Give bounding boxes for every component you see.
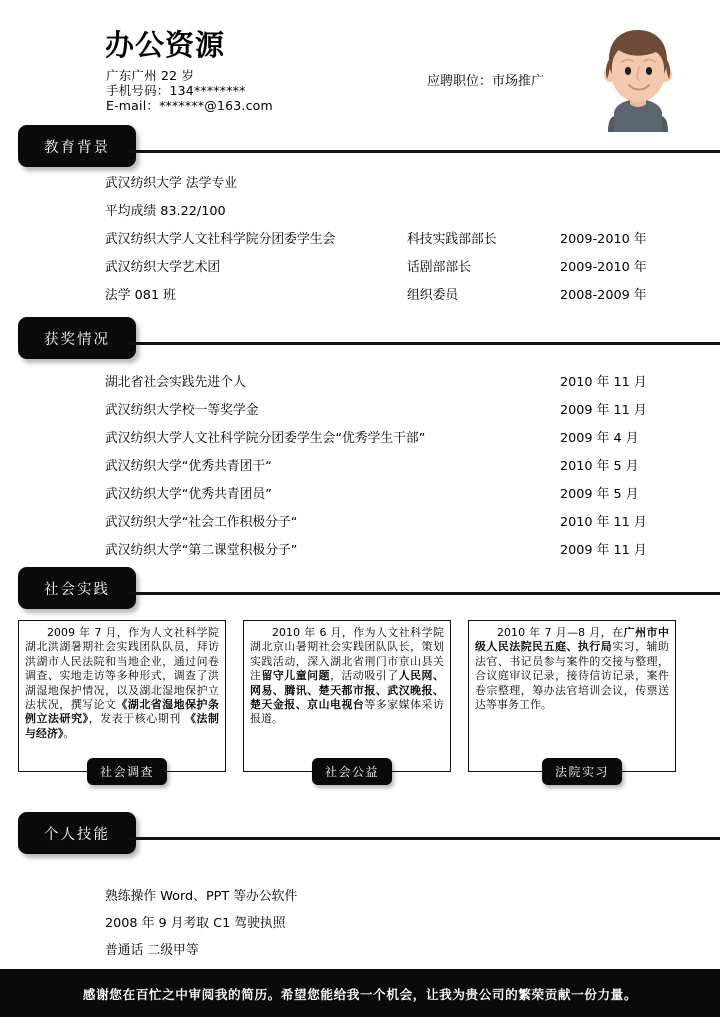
practice-boxes — [0, 620, 720, 795]
section-tab-education[interactable] — [18, 125, 136, 167]
avatar-illustration — [578, 22, 698, 132]
award-title: 武汉纺织大学“第二课堂积极分子” — [105, 543, 298, 558]
table-row — [0, 371, 720, 399]
practice-label-text: 法院实习 — [555, 765, 610, 779]
skill-text: 普通话 二级甲等 — [105, 943, 199, 958]
list-item — [0, 885, 720, 912]
education-rows — [0, 172, 720, 312]
award-date: 2009 年 4 月 — [560, 431, 639, 446]
award-title: 武汉纺织大学人文社科学院分团委学生会“优秀学生干部” — [105, 431, 426, 446]
award-title: 武汉纺织大学“优秀共青团员” — [105, 487, 272, 502]
resume-header — [0, 0, 720, 130]
section-header-education — [0, 125, 720, 171]
education-period: 2008-2009 年 — [560, 288, 647, 303]
practice-box — [468, 620, 676, 772]
section-tab-label: 社会实践 — [44, 581, 110, 598]
section-tab-skills[interactable] — [18, 812, 136, 854]
list-item — [0, 912, 720, 939]
education-institution: 法学 081 班 — [105, 288, 176, 303]
footer-banner — [0, 969, 720, 1017]
education-institution: 武汉纺织大学 法学专业 — [105, 176, 238, 191]
applied-position: 应聘职位：市场推广 — [427, 74, 545, 89]
section-tab-awards[interactable] — [18, 317, 136, 359]
education-role: 话剧部部长 — [407, 260, 471, 275]
practice-description: 2010 年 6 月，作为人文社科学院湖北京山暑期社会实践团队队长，策划实践活动，深入湖北省荆门市京山县关注留守儿童问题，活动吸引了人民网、网易、腾讯、楚天都市报、武汉晚报、楚天金报、京山电视台等多家媒体采访报道。 — [250, 626, 444, 726]
practice-label-text: 社会公益 — [325, 765, 380, 779]
table-row — [0, 228, 720, 256]
section-tab-label: 获奖情况 — [44, 331, 110, 348]
section-tab-label: 教育背景 — [44, 139, 110, 156]
footer-text: 感谢您在百忙之中审阅我的简历。希望您能给我一个机会，让我为贵公司的繁荣贡献一份力量。 — [82, 986, 638, 1002]
education-period: 2009-2010 年 — [560, 232, 647, 247]
practice-description: 2009 年 7 月，作为人文社科学院湖北洪湖暑期社会实践团队队员，拜访洪湖市人民法院和当地企业，通过问卷调查、实地走访等多种形式，调查了洪湖湿地保护情况，以及湖北湿地保护立法状况，撰写论文《湖北省湿地保护条例立法研究》，发表于核心期刊 《法制与经济》。 — [25, 626, 219, 740]
education-institution: 武汉纺织大学人文社科学院分团委学生会 — [105, 232, 336, 247]
award-title: 武汉纺织大学校一等奖学金 — [105, 403, 259, 418]
practice-box — [243, 620, 451, 772]
practice-label-text: 社会调查 — [100, 765, 155, 779]
section-rule — [128, 837, 720, 840]
table-row — [0, 256, 720, 284]
award-date: 2010 年 11 月 — [560, 375, 647, 390]
section-rule — [128, 342, 720, 345]
location-age: 广东广州 22 岁 — [106, 68, 195, 83]
table-row — [0, 172, 720, 200]
section-rule — [128, 150, 720, 153]
table-row — [0, 539, 720, 567]
skill-text: 熟练操作 Word、PPT 等办公软件 — [105, 889, 298, 904]
section-header-awards — [0, 317, 720, 363]
email-address: E-mail：*******@163.com — [106, 98, 273, 113]
table-row — [0, 200, 720, 228]
award-date: 2010 年 11 月 — [560, 515, 647, 530]
practice-label-social-survey[interactable] — [87, 758, 167, 785]
section-tab-practice[interactable] — [18, 567, 136, 609]
award-title: 湖北省社会实践先进个人 — [105, 375, 246, 390]
section-rule — [128, 592, 720, 595]
education-role: 组织委员 — [407, 288, 459, 303]
education-period: 2009-2010 年 — [560, 260, 647, 275]
table-row — [0, 284, 720, 312]
awards-rows — [0, 371, 720, 567]
skill-text: 2008 年 9 月考取 C1 驾驶执照 — [105, 916, 286, 931]
skills-rows — [0, 885, 720, 966]
section-header-practice — [0, 567, 720, 613]
practice-box — [18, 620, 226, 772]
award-date: 2009 年 11 月 — [560, 403, 647, 418]
education-institution: 平均成绩 83.22/100 — [105, 204, 226, 219]
table-row — [0, 511, 720, 539]
table-row — [0, 455, 720, 483]
contact-info — [106, 68, 273, 113]
practice-label-public-welfare[interactable] — [312, 758, 392, 785]
award-date: 2010 年 5 月 — [560, 459, 639, 474]
list-item — [0, 939, 720, 966]
table-row — [0, 483, 720, 511]
phone-number: 手机号码：134******** — [106, 83, 246, 98]
award-title: 武汉纺织大学“社会工作积极分子“ — [105, 515, 298, 530]
education-role: 科技实践部部长 — [407, 232, 497, 247]
practice-label-court-internship[interactable] — [542, 758, 622, 785]
section-header-skills — [0, 812, 720, 858]
section-tab-label: 个人技能 — [44, 826, 110, 843]
award-title: 武汉纺织大学“优秀共青团干“ — [105, 459, 272, 474]
table-row — [0, 399, 720, 427]
practice-description: 2010 年 7 月—8 月，在广州市中级人民法院民五庭、执行局实习，辅助法官、书记员参与案件的交接与整理，合议庭审议记录，接待信访记录，案件卷宗整理，筹办法官培训会议，传票送达等事务工作。 — [475, 626, 669, 712]
award-date: 2009 年 5 月 — [560, 487, 639, 502]
table-row — [0, 427, 720, 455]
applicant-name: 办公资源 — [105, 28, 226, 62]
education-institution: 武汉纺织大学艺术团 — [105, 260, 221, 275]
award-date: 2009 年 11 月 — [560, 543, 647, 558]
